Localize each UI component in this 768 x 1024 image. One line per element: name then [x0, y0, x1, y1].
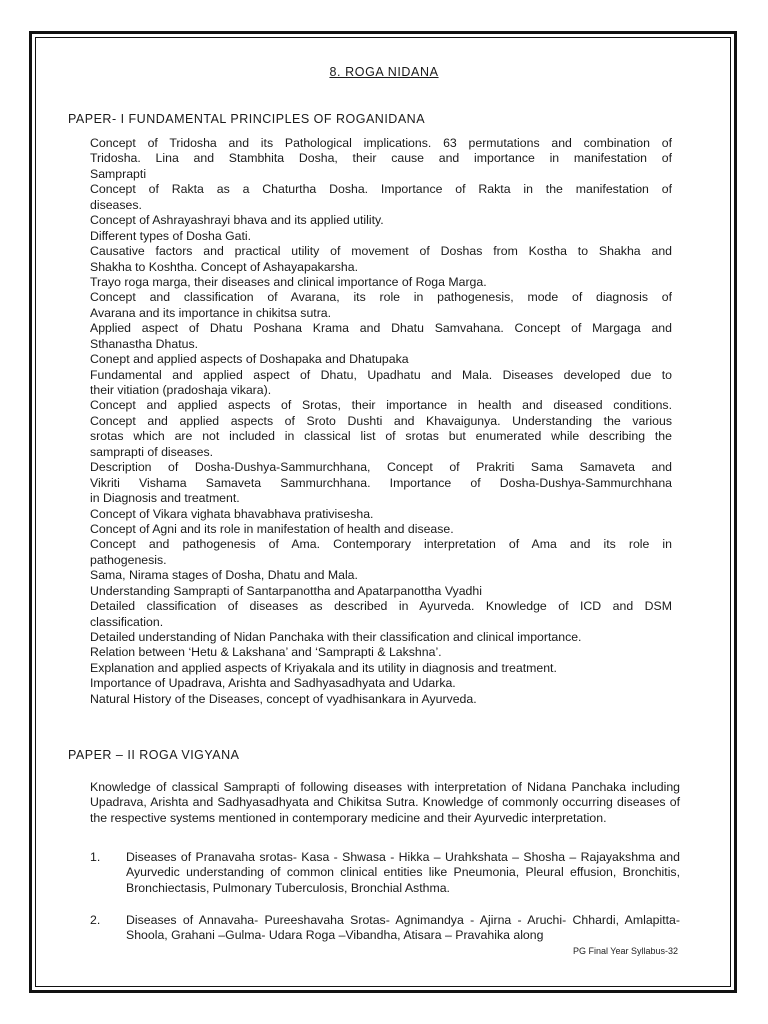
paper1-line: srotas which are not included in classical list of srotas but enumerated while describing the — [90, 429, 672, 444]
paper1-line: their vitiation (pradoshaja vikara). — [90, 383, 272, 397]
page-footer: PG Final Year Syllabus-32 — [572, 946, 678, 956]
item-text: Diseases of Pranavaha srotas- Kasa - Shwasa - Hikka – Urahkshata – Shosha – Rajayakshma and Ayurvedic understanding of common clinical entities like Pneumonia, Pleural effusion, Bronchitis, Bronchiectasis, Pulmonary Tuberculosis, Bronchial Asthma. — [126, 850, 680, 895]
paper1-line: Applied aspect of Dhatu Poshana Krama and Dhatu Samvahana. Concept of Margaga and — [90, 321, 672, 336]
paper1-line: Relation between ‘Hetu & Lakshana’ and ‘Samprapti & Lakshna’. — [90, 645, 442, 660]
paper1-line: Explanation and applied aspects of Kriyakala and its utility in diagnosis and treatment. — [90, 660, 557, 675]
paper1-line: Tridosha. Lina and Stambhita Dosha, their cause and importance in manifestation of — [90, 151, 672, 166]
paper1-line: Causative factors and practical utility of movement of Doshas from Kostha to Shakha and — [90, 244, 672, 259]
paper1-line: Concept and pathogenesis of Ama. Contemporary interpretation of Ama and its role in — [90, 537, 672, 552]
paper1-line: Concept and applied aspects of Sroto Dushti and Khavaigunya. Understanding the various — [90, 413, 672, 428]
paper1-line: Samprapti — [90, 166, 147, 181]
paper1-heading: PAPER- I FUNDAMENTAL PRINCIPLES OF ROGANIDANA — [68, 112, 426, 126]
paper1-line: Concept of Agni and its role in manifestation of health and disease. — [90, 521, 454, 536]
paper1-line: Understanding Samprapti of Santarpanottha and Apatarpanottha Vyadhi — [90, 583, 482, 598]
paper2-intro: Knowledge of classical Samprapti of following diseases with interpretation of Nidana Panchaka including Upadrava, Arishta and Sadhyasadhyata and Chikitsa Sutra. Knowledge of commonly occurring diseases of the respective systems mentioned in contemporary medicine and their Ayurvedic interpretation. — [90, 780, 680, 825]
paper1-line: Vikriti Vishama Samaveta Sammurchhana. Importance of Dosha-Dushya-Sammurchhana — [90, 475, 672, 490]
paper1-line: Fundamental and applied aspect of Dhatu, Upadhatu and Mala. Diseases developed due to — [90, 367, 672, 382]
paper1-content — [90, 136, 672, 707]
paper1-line: Concept and classification of Avarana, its role in pathogenesis, mode of diagnosis of — [90, 290, 672, 305]
paper1-line: Conept and applied aspects of Doshapaka and Dhatupaka — [90, 352, 409, 367]
paper1-line: Natural History of the Diseases, concept of vyadhisankara in Ayurveda. — [90, 691, 477, 706]
paper1-line: Concept of Vikara vighata bhavabhava prativisesha. — [90, 506, 374, 521]
paper1-line: Importance of Upadrava, Arishta and Sadhyasadhyata and Udarka. — [90, 676, 456, 691]
paper1-line: samprapti of diseases. — [90, 444, 214, 459]
paper1-line: Shakha to Koshtha. Concept of Ashayapakarsha. — [90, 259, 358, 274]
paper1-line: Description of Dosha-Dushya-Sammurchhana, Concept of Prakriti Sama Samaveta and — [90, 460, 672, 475]
paper1-line: Trayo roga marga, their diseases and clinical importance of Roga Marga. — [90, 274, 487, 289]
paper1-line: Avarana and its importance in chikitsa sutra. — [90, 305, 332, 320]
paper1-line: diseases. — [90, 197, 142, 212]
paper1-line: classification. — [90, 614, 164, 629]
paper1-line: Concept of Tridosha and its Pathological implications. 63 permutations and combination of — [90, 136, 672, 150]
paper1-line: Sama, Nirama stages of Dosha, Dhatu and Mala. — [90, 568, 358, 583]
paper1-line: Detailed understanding of Nidan Panchaka with their classification and clinical importance. — [90, 630, 582, 644]
paper1-line: in Diagnosis and treatment. — [90, 491, 240, 506]
paper1-line: Sthanastha Dhatus. — [90, 336, 199, 351]
paper1-line: Different types of Dosha Gati. — [90, 228, 252, 243]
section-title: 8. ROGA NIDANA — [329, 65, 439, 79]
paper1-line: Concept of Ashrayashrayi bhava and its applied utility. — [90, 213, 384, 228]
item-text: Diseases of Annavaha- Pureeshavaha Srotas- Agnimandya - Ajirna - Aruchi- Chhardi, Amlapitta- Shoola, Grahani –Gulma- Udara Roga –Vibandha, Atisara – Pravahika along — [126, 913, 680, 943]
paper1-line: Concept and applied aspects of Srotas, their importance in health and diseased conditions. — [90, 398, 672, 413]
item-number: 1. — [90, 850, 101, 864]
paper1-line: Detailed classification of diseases as described in Ayurveda. Knowledge of ICD and DSM — [90, 599, 672, 614]
paper1-line: pathogenesis. — [90, 552, 167, 567]
paper1-line: Concept of Rakta as a Chaturtha Dosha. Importance of Rakta in the manifestation of — [90, 182, 672, 197]
item-number: 2. — [90, 913, 101, 927]
paper2-heading: PAPER – II ROGA VIGYANA — [68, 748, 240, 762]
